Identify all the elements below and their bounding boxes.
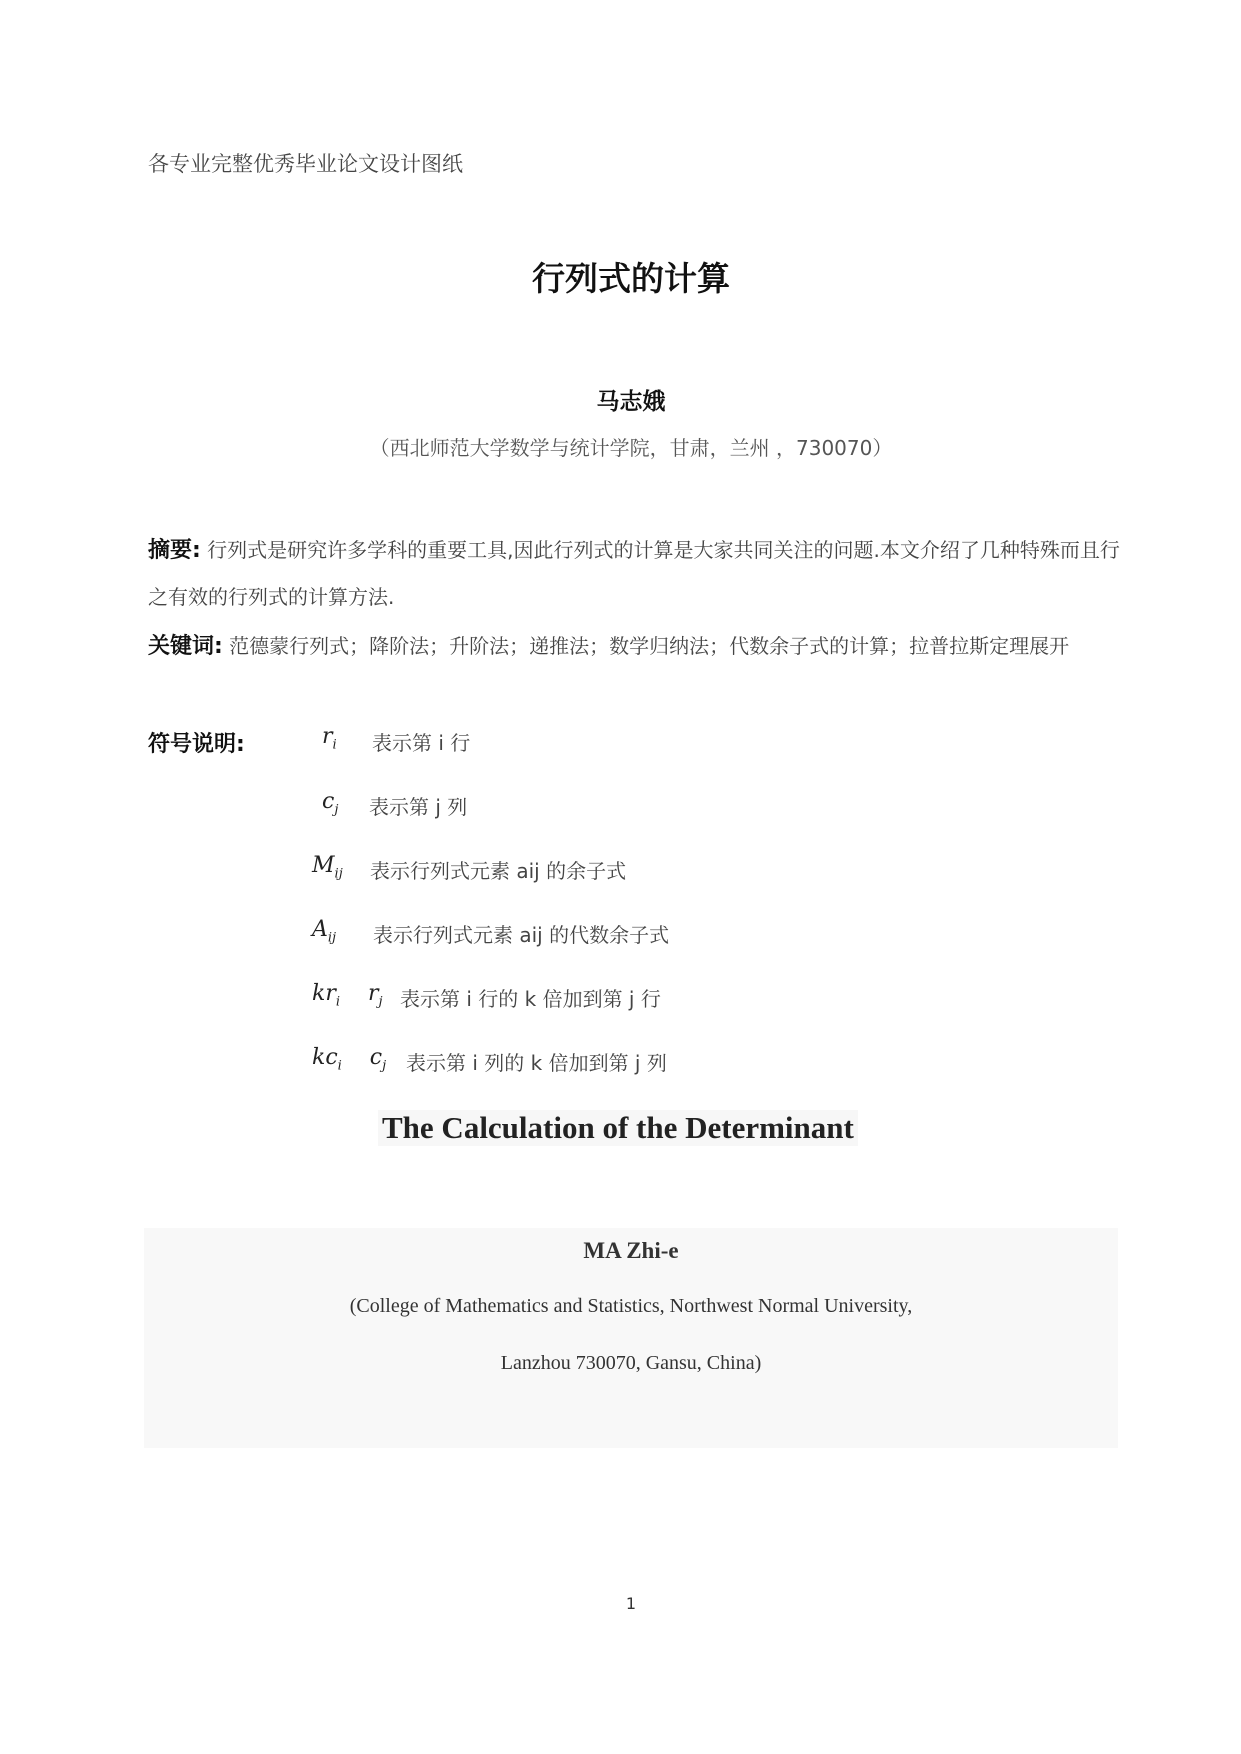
abstract-section bbox=[148, 527, 1120, 621]
affiliation-en-line2: Lanzhou 730070, Gansu, China) bbox=[500, 1352, 762, 1374]
author-name-cn: 马志娥 bbox=[596, 389, 666, 415]
notation-symbol: $M_{ij}$ bbox=[312, 853, 343, 882]
notation-desc: 表示行列式元素 aij 的余子式 bbox=[370, 859, 627, 883]
notation-label: 符号说明: bbox=[148, 732, 245, 757]
paper-title-cn: 行列式的计算 bbox=[532, 259, 730, 298]
notation-desc: 表示行列式元素 aij 的代数余子式 bbox=[373, 923, 670, 947]
notation-row bbox=[312, 981, 383, 1009]
author-name-en: MA Zhi-e bbox=[583, 1238, 679, 1263]
notation-symbol: $A_{ij}$ bbox=[312, 917, 337, 946]
notation-desc: 表示第 i 行 bbox=[372, 731, 471, 755]
notation-symbol: $c_j$ bbox=[322, 789, 339, 818]
notation-row bbox=[312, 917, 336, 945]
notation-symbol: $kc_i$ $c_j$ bbox=[312, 1045, 387, 1074]
notation-row bbox=[322, 724, 337, 752]
abstract-text: 行列式是研究许多学科的重要工具,因此行列式的计算是大家共同关注的问题.本文介绍了几种特殊而且行之有效的行列式的计算方法. bbox=[148, 538, 1120, 609]
keywords-section bbox=[148, 623, 1120, 670]
page-header: 各专业完整优秀毕业论文设计图纸 bbox=[148, 152, 463, 176]
notation-symbol: $r_i$ bbox=[322, 724, 337, 753]
page-number: 1 bbox=[625, 1594, 637, 1613]
affiliation-cn: （西北师范大学数学与统计学院，甘肃，兰州 ，730070） bbox=[369, 436, 893, 460]
notation-desc: 表示第 i 行的 k 倍加到第 j 行 bbox=[400, 987, 661, 1011]
notation-desc: 表示第 i 列的 k 倍加到第 j 列 bbox=[406, 1051, 667, 1075]
notation-row bbox=[312, 853, 343, 881]
keywords-label: 关键词: bbox=[148, 634, 223, 659]
notation-row bbox=[322, 789, 338, 817]
abstract-label: 摘要: bbox=[148, 538, 201, 563]
keywords-text: 范德蒙行列式；降阶法；升阶法；递推法；数学归纳法；代数余子式的计算；拉普拉斯定理展开 bbox=[229, 634, 1070, 658]
notation-symbol: $kr_i$ $r_j$ bbox=[312, 981, 383, 1010]
affiliation-en-line1: (College of Mathematics and Statistics, Northwest Normal University, bbox=[349, 1295, 913, 1317]
notation-row bbox=[312, 1045, 386, 1073]
notation-desc: 表示第 j 列 bbox=[369, 795, 468, 819]
paper-title-en: The Calculation of the Determinant bbox=[378, 1110, 858, 1146]
